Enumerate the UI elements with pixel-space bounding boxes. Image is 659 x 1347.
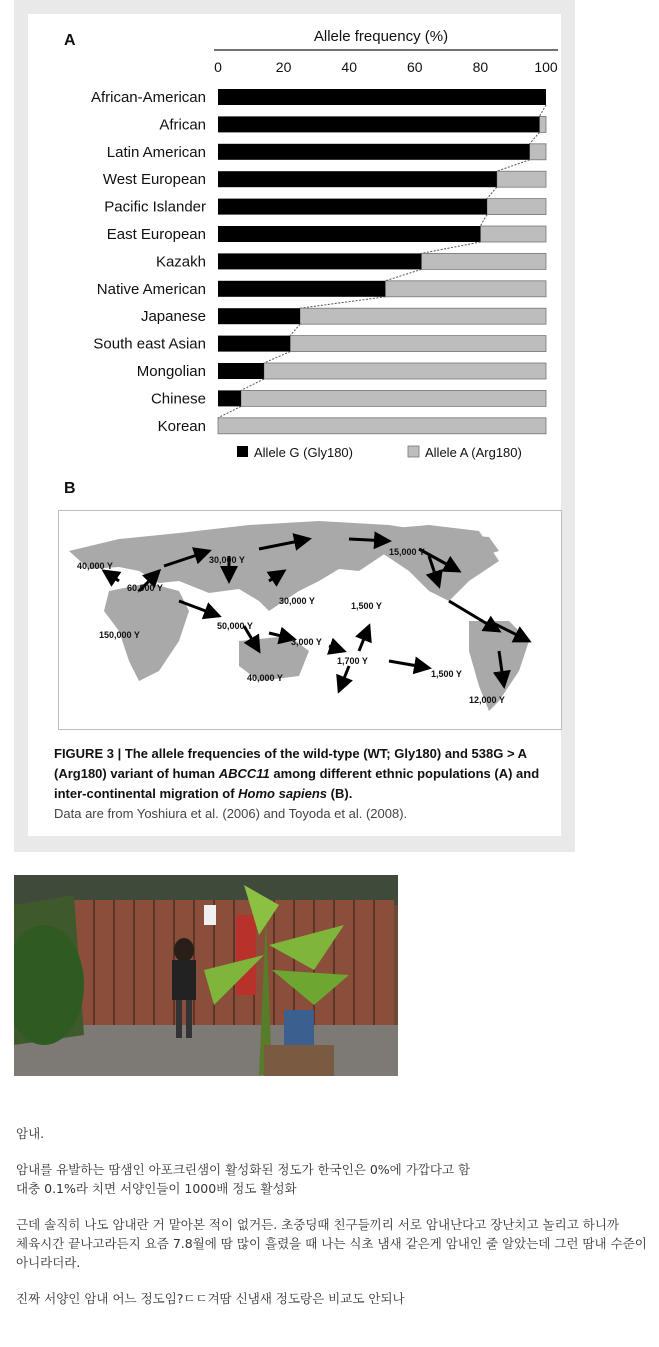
bar-connector (264, 352, 290, 363)
legend-swatch-g (237, 446, 248, 457)
bar-connector (290, 324, 300, 335)
panel-a-label: A (64, 32, 76, 49)
category-label: West European (102, 171, 206, 189)
post-line-gap (16, 1143, 652, 1160)
north-america-shape (359, 525, 499, 601)
map-label: 40,000 Y (77, 561, 113, 571)
map-label: 30,000 Y (279, 596, 315, 606)
caption-source: Data are from Yoshiura et al. (2006) and Toyoda et al. (2008). (54, 806, 408, 821)
category-label: Latin American (106, 143, 206, 161)
x-tick-label: 60 (407, 59, 423, 75)
bar-allele-g (218, 308, 300, 324)
bar-connector (480, 215, 487, 226)
photo-graphic (14, 875, 398, 1076)
bar-allele-a (290, 336, 546, 352)
legend-label-g: Allele G (Gly180) (254, 445, 353, 460)
bar-allele-a (539, 116, 546, 132)
post-line-gap (16, 1272, 652, 1289)
figure-caption (54, 744, 559, 824)
post-line: 체육시간 끝나고라든지 요즘 7.8월에 땀 많이 흘렸을 때 나는 식초 냄새 같은게 암내인 줄 알았는데 그런 땀내 수준이 아니라더라. (16, 1236, 647, 1270)
map-label: 12,000 Y (469, 695, 505, 705)
legend-swatch-a (408, 446, 419, 457)
bar-connector (487, 187, 497, 198)
bar-allele-g (218, 144, 530, 160)
category-label: Korean (157, 417, 206, 435)
caption-gene: ABCC11 (218, 766, 270, 781)
bar-allele-a (300, 308, 546, 324)
x-axis-title: Allele frequency (%) (313, 28, 449, 45)
post-line: 암내를 유발하는 땀샘인 아포크린샘이 활성화된 정도가 한국인은 0%에 가깝다고 함 (16, 1162, 471, 1177)
allele-frequency-chart (28, 14, 561, 494)
bar-allele-a (241, 390, 546, 406)
category-label: Kazakh (155, 253, 206, 271)
map-label: 15,000 Y (389, 547, 425, 557)
caption-species: Homo sapiens (238, 786, 328, 801)
map-label: 50,000 Y (217, 621, 253, 631)
bar-allele-a (218, 418, 546, 434)
bar-connector (218, 406, 241, 417)
x-tick-label: 0 (214, 59, 222, 75)
post-body (16, 1124, 652, 1308)
bar-allele-g (218, 116, 539, 132)
category-label: Pacific Islander (104, 198, 206, 216)
map-label: 1,700 Y (337, 656, 368, 666)
bar-allele-g (218, 89, 546, 105)
x-tick-label: 100 (534, 59, 558, 75)
figure-image (14, 0, 575, 852)
map-label: 60,000 Y (127, 583, 163, 593)
bar-allele-g (218, 363, 264, 379)
category-label: African (159, 116, 206, 134)
map-label: 1,500 Y (431, 669, 462, 679)
bar-allele-g (218, 253, 421, 269)
map-label: 40,000 Y (247, 673, 283, 683)
category-label: Mongolian (136, 363, 206, 380)
world-map-graphic (59, 511, 561, 729)
bar-connector (539, 105, 546, 116)
bar-allele-g (218, 171, 497, 187)
map-label: 1,500 Y (351, 601, 382, 611)
category-label: Native American (96, 280, 206, 298)
post-line: 진짜 서양인 암내 어느 정도임?ㄷㄷ겨땀 신냄새 정도랑은 비교도 안되나 (16, 1291, 405, 1306)
category-label: African-American (90, 89, 206, 106)
category-label: Japanese (140, 308, 206, 326)
bar-allele-a (264, 363, 546, 379)
bar-allele-a (530, 144, 546, 160)
garden-photo (14, 875, 398, 1076)
legend-label-a: Allele A (Arg180) (425, 445, 522, 460)
bar-allele-g (218, 336, 290, 352)
x-tick-label: 40 (341, 59, 357, 75)
bar-allele-a (487, 199, 546, 215)
bar-allele-a (480, 226, 546, 242)
figure-panel (28, 14, 561, 836)
caption-mid: among different ethnic populations (A) and inter-continental migration of (54, 766, 540, 801)
category-label: East European (106, 226, 206, 243)
bar-allele-a (421, 253, 546, 269)
map-label: 3,000 Y (291, 637, 322, 647)
bar-connector (530, 132, 540, 143)
bar-allele-g (218, 390, 241, 406)
bar-allele-g (218, 199, 487, 215)
category-label: Chinese (150, 390, 206, 408)
map-label: 150,000 Y (99, 630, 140, 640)
panel-b-label: B (64, 480, 76, 497)
bar-connector (421, 242, 480, 253)
migration-map (58, 510, 562, 730)
bar-connector (241, 379, 264, 390)
category-label: South east Asian (93, 335, 206, 353)
bar-connector (385, 269, 421, 280)
post-line: 근데 솔직히 나도 암내란 거 맡아본 적이 없거든. 초중딩때 친구들끼리 서로 암내난다고 장난치고 놀리고 하니까 (16, 1217, 619, 1232)
bar-allele-a (385, 281, 546, 297)
x-tick-label: 80 (472, 59, 489, 75)
bar-allele-g (218, 226, 480, 242)
bar-connector (300, 297, 385, 308)
bar-allele-a (497, 171, 546, 187)
post-line: 대충 0.1%라 치면 서양인들이 1000배 정도 활성화 (16, 1181, 297, 1196)
caption-lead: FIGURE 3 | The allele frequencies of the wild-type (WT; Gly180) and 538G > A (Arg180) variant of human (54, 746, 527, 781)
bar-allele-g (218, 281, 385, 297)
bar-connector (497, 160, 530, 171)
post-line-gap (16, 1198, 652, 1215)
x-tick-label: 20 (275, 59, 292, 75)
map-label: 30,000 Y (209, 555, 245, 565)
post-line: 암내. (16, 1126, 45, 1141)
caption-tail: (B). (327, 786, 353, 801)
